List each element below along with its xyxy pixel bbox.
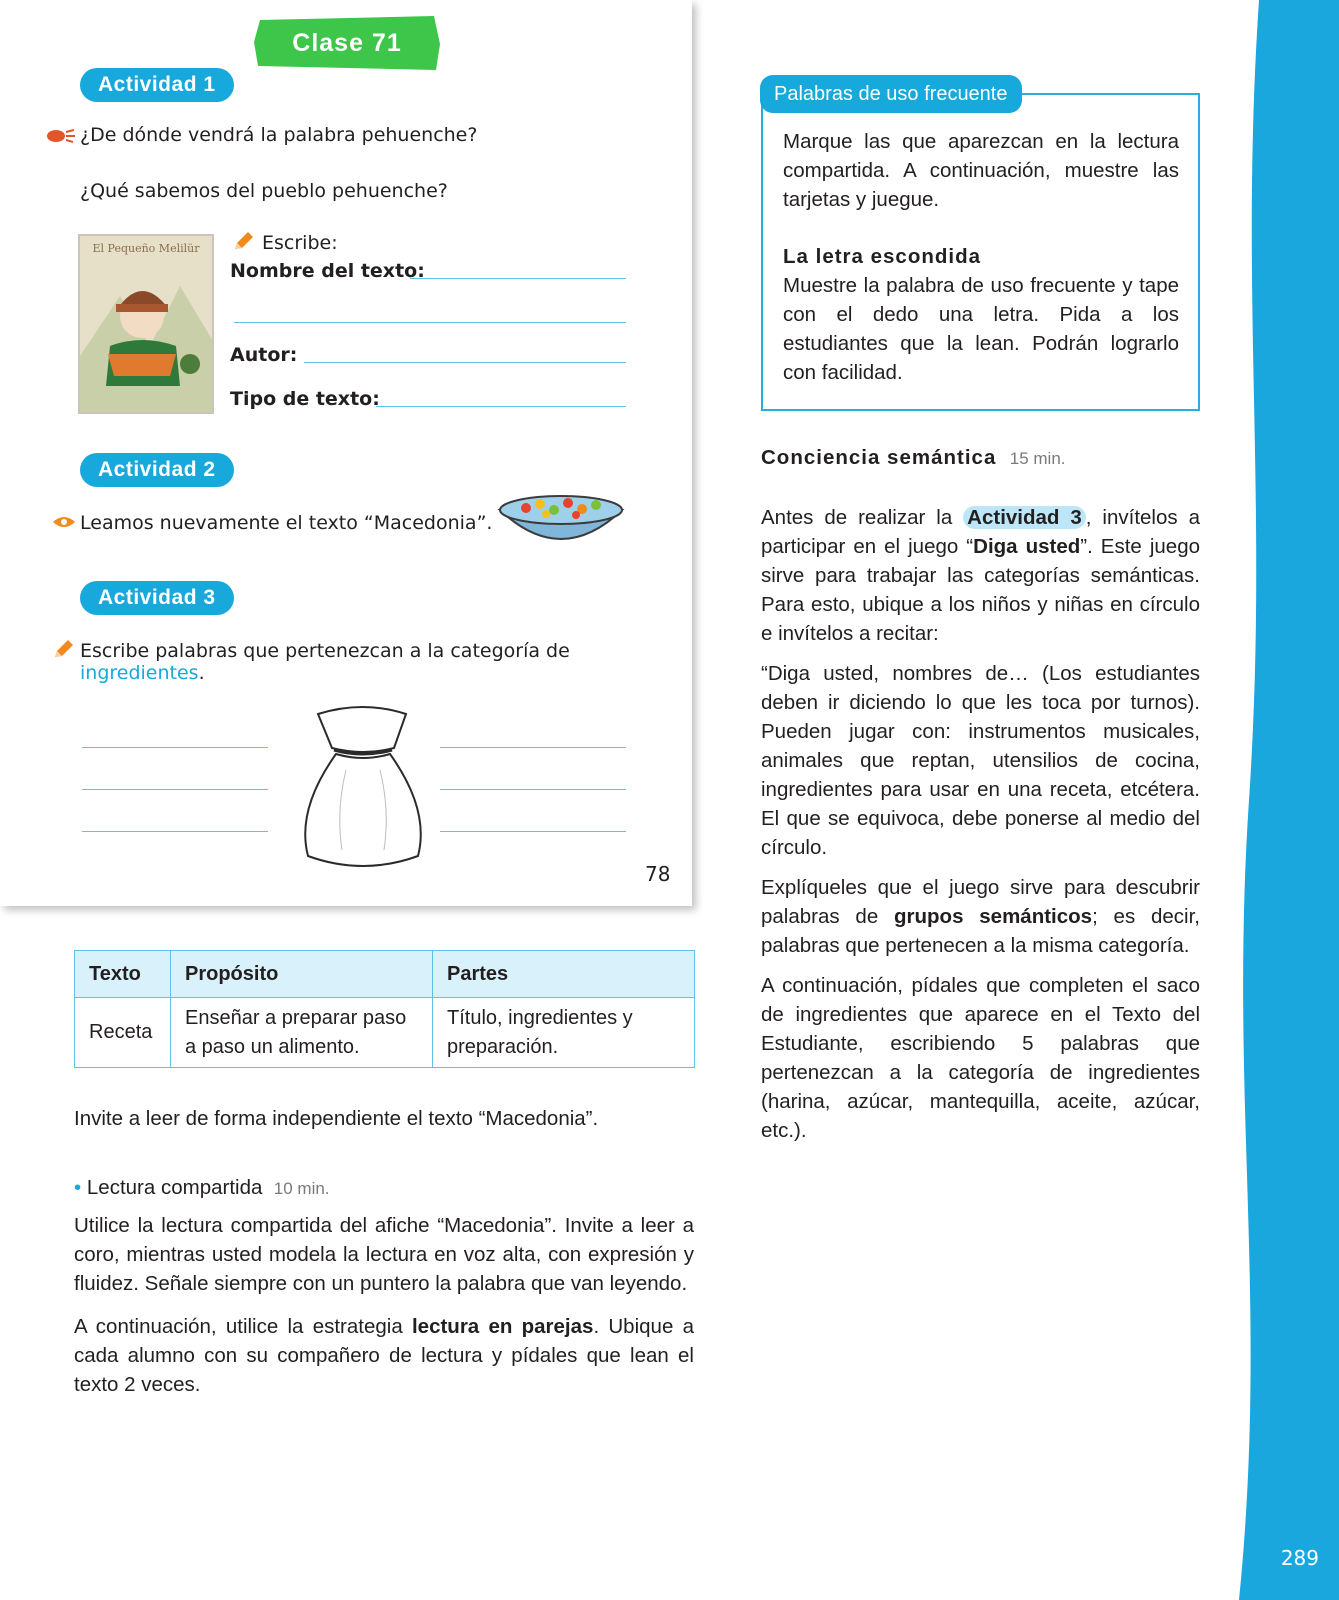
rp1-a: Antes de realizar la — [761, 506, 964, 529]
table-row — [75, 998, 695, 1068]
table-cell: Enseñar a preparar paso a paso un alimento. — [171, 998, 433, 1068]
actividad3-text — [80, 640, 570, 684]
table-header: Partes — [433, 951, 695, 998]
actividad3-highlight: Actividad 3 — [963, 506, 1086, 529]
cover-illustration — [80, 236, 214, 414]
pencil-icon — [232, 230, 254, 252]
autor-line — [304, 362, 626, 363]
ingredient-line-4 — [440, 747, 626, 748]
ingredient-line-2 — [82, 789, 268, 790]
rp1-e: ”. Este juego sirve para trabajar las categorías semánticas. Para esto, ubique a los niños y niñas en círculo e invítelos a recitar: — [761, 535, 1201, 645]
pencil-icon-2 — [52, 638, 74, 660]
lectura-title: Lectura compartida — [86, 1176, 263, 1199]
table-cell: Receta — [75, 998, 171, 1068]
conciencia-title: Conciencia semántica — [761, 446, 997, 469]
actividad2-text: Leamos nuevamente el texto “Macedonia”. — [80, 512, 493, 534]
actividad1-pill: Actividad 1 — [80, 68, 234, 102]
cover-title: El Pequeño Melilür — [92, 242, 200, 255]
sack-image — [296, 700, 430, 872]
table-cell: Título, ingredientes y preparación. — [433, 998, 695, 1068]
p2-bold: lectura en parejas — [411, 1315, 594, 1338]
text-table — [74, 950, 695, 1068]
tipo-line — [376, 406, 626, 407]
clase-title: Clase 71 — [292, 29, 402, 57]
conciencia-heading — [761, 446, 1066, 470]
actividad1-question2: ¿Qué sabemos del pueblo pehuenche? — [80, 180, 448, 202]
autor-label: Autor: — [230, 344, 298, 366]
lectura-paragraph-1: Utilice la lectura compartida del afiche “Macedonia”. Invite a leer a coro, mientras usted modela la lectura en voz alta, con expresión y fluidez. Señale siempre con un puntero la palabra que van leyendo. — [74, 1214, 694, 1295]
right-paragraph-3 — [761, 873, 1200, 960]
box-paragraph-2: Muestre la palabra de uso frecuente y tape con el dedo una letra. Pida a los estudiantes que la lean. Podrán lograrlo con facilidad. — [783, 274, 1179, 384]
tipo-texto-label: Tipo de texto: — [230, 388, 380, 410]
rp3-bold: grupos semánticos — [894, 905, 1093, 928]
palabras-box-content — [783, 127, 1179, 387]
bullet-dot: • — [74, 1176, 82, 1199]
lectura-minutes: 10 min. — [273, 1179, 330, 1198]
invite-text: Invite a leer de forma independiente el texto “Macedonia”. — [74, 1107, 599, 1130]
right-paragraph-2: “Diga usted, nombres de… (Los estudiantes deben ir diciendo lo que les toca por turnos). Pueden jugar con: instrumentos musicales, animales que reptan, utensilios de cocina, ingredientes para usar en una receta, etcétera. El que se equivoca, debe ponerse al medio del círculo. — [761, 662, 1200, 859]
right-paragraph-4: A continuación, pídales que completen el saco de ingredientes que aparece en el Texto del Estudiante, escribiendo 5 palabras que pertenezcan a la categoría de ingredientes (harina, azúcar, mantequilla, aceite, azúcar, etc.). — [761, 974, 1200, 1142]
actividad3-ingredientes: ingredientes — [80, 662, 199, 684]
table-header: Texto — [75, 951, 171, 998]
palabras-box-title: Palabras de uso frecuente — [760, 75, 1022, 113]
eye-icon — [52, 514, 76, 530]
rp3-c: ; es decir, palabras que pertenecen a la misma categoría. — [761, 905, 1200, 957]
rp1-bold: Diga usted — [973, 535, 1081, 558]
escribe-label: Escribe: — [262, 232, 338, 254]
fruit-bowl-image — [496, 488, 626, 556]
actividad1-question1: ¿De dónde vendrá la palabra pehuenche? — [80, 124, 478, 146]
page-number: 289 — [1280, 1546, 1319, 1570]
ingredient-line-3 — [82, 831, 268, 832]
table-header: Propósito — [171, 951, 433, 998]
nombre-line-2 — [234, 322, 626, 323]
lectura-heading — [74, 1173, 694, 1203]
side-stripe — [1229, 0, 1339, 1600]
ingredient-line-5 — [440, 789, 626, 790]
conciencia-minutes: 15 min. — [1009, 449, 1066, 468]
nombre-line — [410, 278, 626, 279]
actividad3-text-c: . — [198, 662, 205, 684]
ingredient-line-1 — [82, 747, 268, 748]
box-paragraph-1: Marque las que aparezcan en la lectura compartida. A continuación, muestre las tarjetas y juegue. — [783, 130, 1179, 211]
right-paragraph-1 — [761, 503, 1200, 648]
actividad2-pill: Actividad 2 — [80, 453, 234, 487]
book-page-number: 78 — [645, 862, 671, 886]
box-subtitle: La letra escondida — [783, 245, 982, 268]
actividad3-pill: Actividad 3 — [80, 581, 234, 615]
table-header-row — [75, 951, 695, 998]
actividad3-text-a: Escribe palabras que pertenezcan a la categoría de — [80, 640, 570, 662]
p2-text-a: A continuación, utilice la estrategia — [74, 1315, 412, 1338]
book-cover-image — [78, 234, 214, 414]
student-book-page — [0, 0, 692, 906]
ingredient-line-6 — [440, 831, 626, 832]
clase-tag — [252, 14, 442, 72]
rp3-a: Explíqueles que el juego sirve para descubrir palabras de — [761, 876, 1200, 928]
right-paragraphs — [761, 503, 1200, 1156]
lectura-paragraph-2 — [74, 1312, 694, 1399]
speech-icon — [46, 126, 76, 144]
nombre-texto-label: Nombre del texto: — [230, 260, 425, 282]
p2-text-c: . Ubique a cada alumno con su compañero de lectura y pídales que lean el texto 2 veces. — [74, 1315, 694, 1396]
rp1-c: , invítelos a participar en el juego “ — [761, 506, 1200, 558]
